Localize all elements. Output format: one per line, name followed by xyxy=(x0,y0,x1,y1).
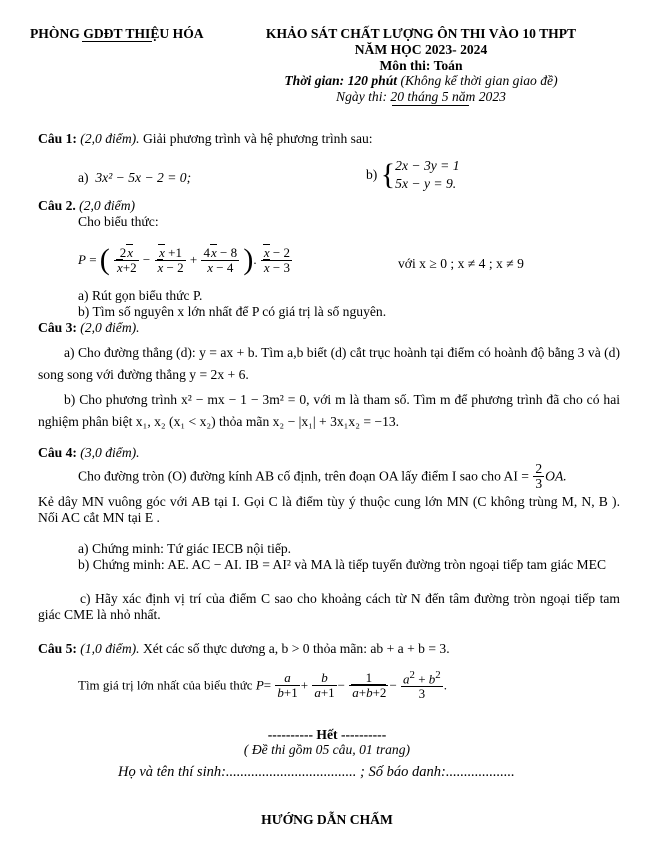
page-note: ( Đề thi gồm 05 câu, 01 trang) xyxy=(243,742,411,757)
exam-title: KHẢO SÁT CHẤT LƯỢNG ÔN THI VÀO 10 THPT xyxy=(265,26,577,41)
q4-part-a: a) Chứng minh: Tứ giác IECB nội tiếp. xyxy=(78,541,292,556)
q1-heading: Câu 1: (2,0 điểm). Giải phương trình và hệ phương trình sau: xyxy=(38,131,373,146)
header-underline xyxy=(392,105,469,106)
q2-intro: Cho biểu thức: xyxy=(78,214,159,229)
end-marker: ---------- Hết ---------- xyxy=(267,727,387,742)
department-name: PHÒNG GDĐT THIỆU HÓA xyxy=(30,26,204,41)
q2-part-a: a) Rút gọn biểu thức P. xyxy=(78,288,203,303)
q1-part-b: b) {2x − 3y = 1 5x − y = 9. xyxy=(366,158,460,191)
q5-expression: Tìm giá trị lớn nhất của biểu thức P= $\frac{a}{b+1}$ + $\frac{b}{a+1}$ − $\frac{1}{a+b+2}$ − $\frac{a^2 + b^2}{3}$ . xyxy=(78,669,447,701)
q3-heading: Câu 3: (2,0 điểm). xyxy=(38,320,140,335)
q4-part-b: b) Chứng minh: AE. AC − AI. IB = AI² và MA là tiếp tuyến đường tròn ngoại tiếp tam giác MEC xyxy=(78,557,607,572)
q3-part-b: b) Cho phương trình x² − mx − 1 − 3m² = 0, với m là tham số. Tìm m để phương trình đã cho có hai nghiệm phân biệt x₁, x₂ (x₁ < x₂) thỏa mãn x₂ − |x₁| + 3x₁x₂ = −13. xyxy=(38,392,620,429)
q4-intro-cont: Kẻ dây MN vuông góc với AB tại I. Gọi C là điểm tùy ý thuộc cung lớn MN (C không trùng M, N, B ). Nối AC cắt MN tại E . xyxy=(38,494,620,525)
candidate-info-line: Họ và tên thí sinh:.................................... ; Số báo danh:................... xyxy=(118,764,515,780)
school-year: NĂM HỌC 2023- 2024 xyxy=(354,42,488,57)
q2-heading: Câu 2. (2,0 điểm) xyxy=(38,198,136,213)
header-underline xyxy=(82,41,152,42)
subject: Môn thi: Toán xyxy=(379,58,463,73)
q2-part-b: b) Tìm số nguyên x lớn nhất để P có giá trị là số nguyên. xyxy=(78,304,387,319)
q2-condition: với x ≥ 0 ; x ≠ 4 ; x ≠ 9 xyxy=(398,256,524,271)
q3-part-a: a) Cho đường thẳng (d): y = ax + b. Tìm a,b biết (d) cắt trục hoành tại điểm có hoành độ bằng 3 và (d) song song với đường thẳng y = 2x + 6. xyxy=(38,345,620,382)
grading-guide-title: HƯỚNG DẪN CHẤM xyxy=(261,812,393,827)
q4-intro: Cho đường tròn (O) đường kính AB cố định, trên đoạn OA lấy điểm I sao cho AI = $\frac{2}{3}$ OA. xyxy=(78,461,567,492)
time-info: Thời gian: 120 phút (Không kể thời gian giao đề) xyxy=(284,73,558,88)
q4-heading: Câu 4: (3,0 điểm). xyxy=(38,445,140,460)
q2-expression-p: P = ( $\frac{2x}{x+2}$ − $\frac{x +1}{x - 2}$ + $\frac{4x - 8}{x - 4}$ ). $\frac{x - 2}{x - 3}$ xyxy=(78,243,290,276)
q5-heading: Câu 5: (1,0 điểm). Xét các số thực dương a, b > 0 thỏa mãn: ab + a + b = 3. xyxy=(38,641,450,656)
q1-part-a: a) 3x² − 5x − 2 = 0; xyxy=(78,170,192,185)
q4-part-c: c) Hãy xác định vị trí của điểm C sao cho khoảng cách từ N đến tâm đường tròn ngoại tiếp tam giác CME là nhỏ nhất. xyxy=(38,591,620,622)
exam-date: Ngày thi: 20 tháng 5 năm 2023 xyxy=(336,89,506,104)
